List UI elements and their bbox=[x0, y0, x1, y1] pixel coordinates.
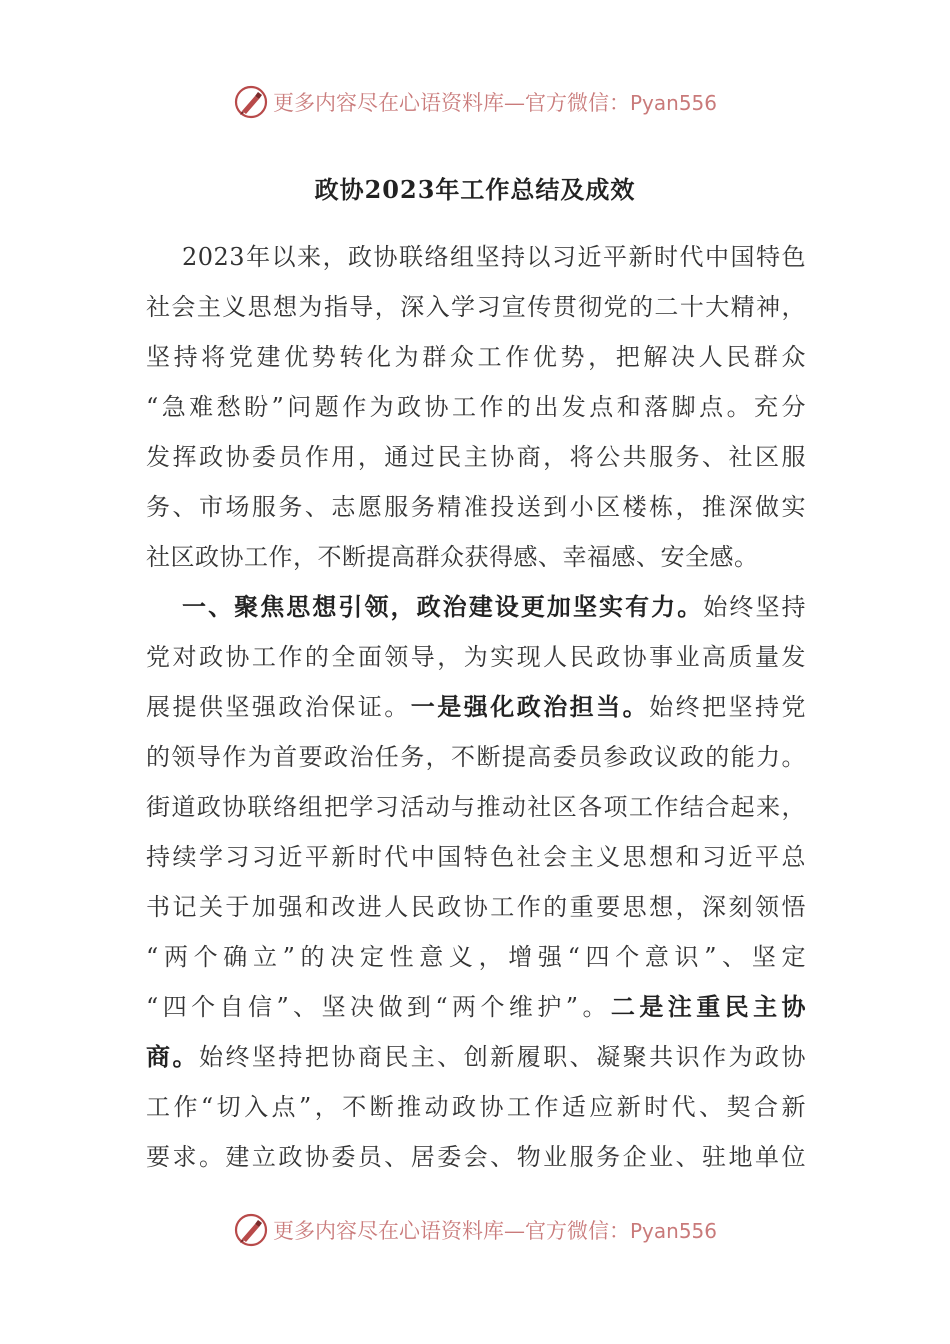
document-title: 政协2023年工作总结及成效 bbox=[314, 175, 636, 204]
text-line bbox=[146, 882, 806, 932]
text-line bbox=[146, 632, 806, 682]
text-run: 社区政协工作，不断提高群众获得感、幸福感、安全感。 bbox=[146, 543, 759, 571]
text-run: 始终坚持 bbox=[703, 593, 806, 621]
text-line bbox=[146, 1132, 806, 1182]
text-line bbox=[146, 782, 806, 832]
banner-text: 更多内容尽在心语资料库—官方微信： bbox=[272, 91, 630, 115]
text-run: 工作“切入点”，不断推动政协工作适应新时代、契合新 bbox=[146, 1093, 806, 1121]
bold-text-run: 二是注重民主协 bbox=[610, 992, 806, 1021]
text-run: 党对政协工作的全面领导，为实现人民政协事业高质量发 bbox=[146, 643, 806, 671]
text-run: “急难愁盼”问题作为政协工作的出发点和落脚点。充分 bbox=[146, 393, 806, 421]
text-run: 始终把坚持党 bbox=[649, 693, 806, 721]
footer-banner bbox=[0, 1210, 950, 1250]
text-line bbox=[146, 932, 806, 982]
text-run: 要求。建立政协委员、居委会、物业服务企业、驻地单位 bbox=[146, 1143, 806, 1171]
document-body bbox=[146, 232, 806, 1182]
bold-text-run: 商。 bbox=[146, 1042, 199, 1071]
text-line bbox=[146, 682, 806, 732]
bold-text-run: 一、聚焦思想引领，政治建设更加坚实有力。 bbox=[182, 592, 704, 621]
bold-text-run: 一是强化政治担当。 bbox=[410, 692, 650, 721]
text-line bbox=[146, 732, 806, 782]
text-run: 2023年以来，政协联络组坚持以习近平新时代中国特色 bbox=[182, 243, 806, 271]
text-line bbox=[146, 482, 806, 532]
text-run: 社会主义思想为指导，深入学习宣传贯彻党的二十大精神， bbox=[146, 293, 806, 321]
text-line bbox=[146, 332, 806, 382]
text-line bbox=[146, 832, 806, 882]
text-run: 务、市场服务、志愿服务精准投送到小区楼栋，推深做实 bbox=[146, 493, 806, 521]
text-line bbox=[146, 532, 806, 582]
text-run: 书记关于加强和改进人民政协工作的重要思想，深刻领悟 bbox=[146, 893, 806, 921]
text-line bbox=[146, 382, 806, 432]
text-run: 持续学习习近平新时代中国特色社会主义思想和习近平总 bbox=[146, 843, 806, 871]
text-line bbox=[146, 1082, 806, 1132]
text-line bbox=[146, 282, 806, 332]
pen-nib-logo-icon bbox=[233, 84, 269, 120]
text-run: 始终坚持把协商民主、创新履职、凝聚共识作为政协 bbox=[198, 1043, 806, 1071]
banner-text: 更多内容尽在心语资料库—官方微信： bbox=[272, 1219, 630, 1243]
banner-wechat-id: Pyan556 bbox=[629, 1219, 717, 1243]
text-line bbox=[146, 1032, 806, 1082]
text-run: “两个确立”的决定性意义，增强“四个意识”、坚定 bbox=[146, 943, 806, 971]
text-run: 展提供坚强政治保证。 bbox=[146, 693, 411, 721]
text-line bbox=[146, 982, 806, 1032]
text-run: 坚持将党建优势转化为群众工作优势，把解决人民群众 bbox=[146, 343, 806, 371]
text-run: 的领导作为首要政治任务，不断提高委员参政议政的能力。 bbox=[146, 743, 806, 771]
text-line bbox=[146, 582, 806, 632]
banner-wechat-id: Pyan556 bbox=[629, 91, 717, 115]
text-run: “四个自信”、坚决做到“两个维护”。 bbox=[146, 993, 611, 1021]
header-banner bbox=[0, 82, 950, 122]
pen-nib-logo-icon bbox=[233, 1212, 269, 1248]
text-line bbox=[146, 432, 806, 482]
text-run: 发挥政协委员作用，通过民主协商，将公共服务、社区服 bbox=[146, 443, 806, 471]
text-run: 街道政协联络组把学习活动与推动社区各项工作结合起来， bbox=[146, 793, 806, 821]
text-line bbox=[146, 232, 806, 282]
